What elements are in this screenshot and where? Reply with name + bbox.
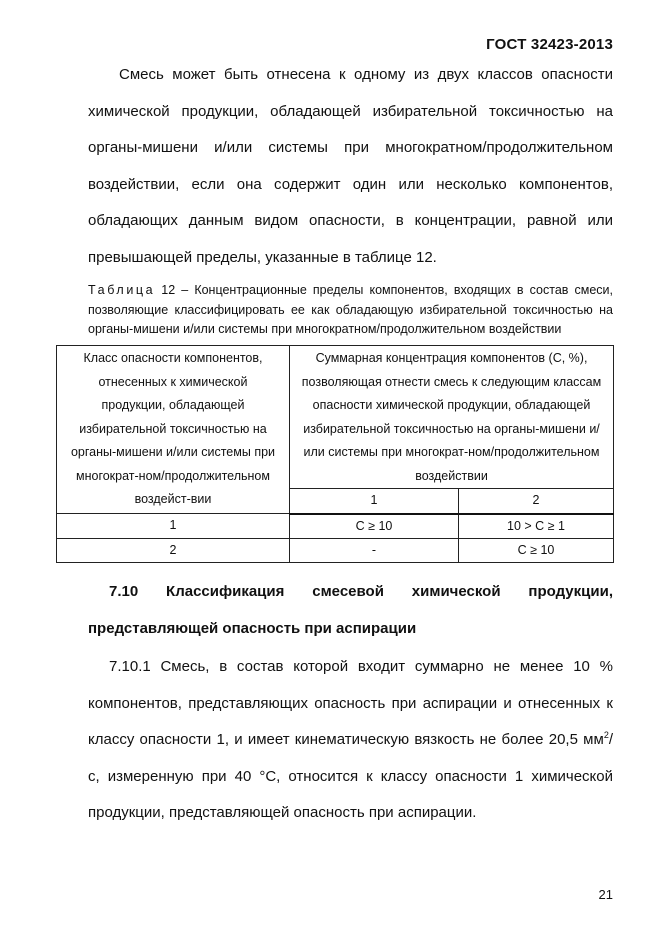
subheader-class-1: 1 — [290, 489, 459, 514]
table-row — [57, 514, 614, 539]
row-limit-class-2: C ≥ 10 — [459, 538, 614, 562]
table-row — [57, 538, 614, 562]
header-hazard-class-text: Класс опасности компонентов, отнесенных к химической продукции, обладающей избирательной токсичностью на органы-мишени и/или системы при многократ-ном/продолжительном воздейст-вии — [70, 351, 276, 506]
subheader-class-2: 2 — [459, 489, 614, 514]
row-limit-class-1: C ≥ 10 — [290, 514, 459, 539]
header-concentration — [290, 346, 614, 489]
intro-text: Смесь может быть отнесена к одному из двух классов опасности химической продукции, обладающей избирательной токсичностью на органы-мишени и/или системы при многократном/продолжительном воздействии, если она содержит один или несколько компонентов, обладающих данным видом опасности, в концентрации, равной или превышающей пределы, указанные в таблице 12. — [88, 66, 613, 266]
superscript: 2 — [603, 730, 609, 740]
intro-paragraph — [88, 57, 613, 276]
row-class: 1 — [57, 514, 290, 539]
section-heading-text: 7.10 Классификация смесевой химической продукции, представляющей опасность при аспирации — [88, 583, 613, 637]
header-concentration-text: Суммарная концентрация компонентов (C, %), позволяющая отнести смесь к следующим классам опасности химической продукции, обладающей избирательной токсичностью на органы-мишени и/или системы при многократ-ном/продолжительном воздействии — [301, 351, 602, 483]
row-limit-class-1: - — [290, 538, 459, 562]
subsection-text-b: /с, измеренную при 40 °С, относится к классу опасности 1 химической продукции, представляющей опасность при аспирации. — [88, 731, 613, 821]
table-label: Таблица — [88, 283, 156, 297]
table-caption — [88, 281, 613, 340]
header-hazard-class — [57, 346, 290, 514]
section-heading — [88, 574, 613, 647]
document-id: ГОСТ 32423-2013 — [486, 36, 613, 53]
page-number: 21 — [598, 887, 613, 902]
row-limit-class-2: 10 > C ≥ 1 — [459, 514, 614, 539]
subsection-text-a: 7.10.1 Смесь, в состав которой входит суммарно не менее 10 % компонентов, представляющих опасность при аспирации и отнесенных к классу опасности 1, и имеет кинематическую вязкость не более 20,5 мм — [88, 658, 613, 748]
table-caption-text: 12 – Концентрационные пределы компонентов, входящих в состав смеси, позволяющие классифицировать ее как обладающую избирательной токсичностью на органы-мишени и/или системы при многократном/продолжительном воздействии — [88, 283, 613, 336]
subsection-paragraph — [88, 649, 613, 832]
row-class: 2 — [57, 538, 290, 562]
subsection-text — [88, 649, 613, 832]
concentration-limits-table — [56, 345, 614, 563]
